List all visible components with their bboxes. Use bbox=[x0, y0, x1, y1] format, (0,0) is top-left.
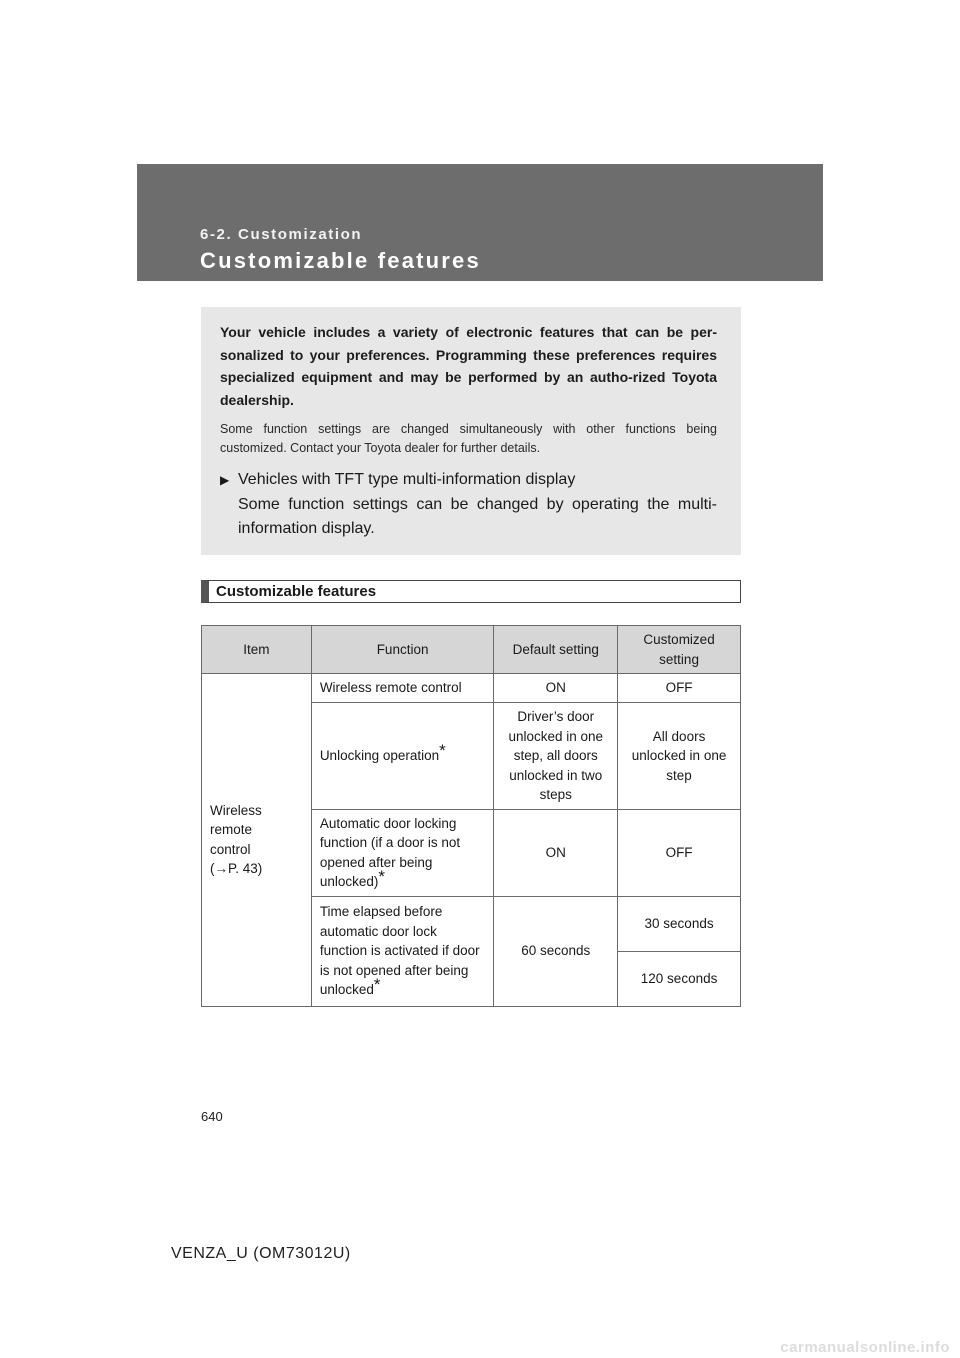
customized-cell: All doors unlocked in one step bbox=[618, 703, 741, 810]
customized-cell: 30 seconds bbox=[618, 896, 741, 951]
function-text: Automatic door locking function (if a door is not opened after being unlocked) bbox=[319, 815, 461, 889]
intro-note: Some function settings are changed simultaneously with other functions being customized. Contact your Toyota dealer for further details. bbox=[220, 422, 717, 455]
default-cell: ON bbox=[494, 809, 618, 896]
page-title: Customizable features bbox=[200, 248, 481, 273]
item-line: remote bbox=[210, 822, 253, 838]
section-label: 6-2. Customization bbox=[200, 226, 363, 243]
default-cell: Driver’s door unlocked in one step, all doors unlocked in two steps bbox=[494, 703, 618, 810]
function-text: Unlocking operation bbox=[319, 748, 440, 763]
default-cell: 60 seconds bbox=[494, 896, 618, 1006]
asterisk-mark: * bbox=[439, 741, 446, 760]
bullet-body bbox=[238, 468, 717, 541]
table-row bbox=[202, 674, 741, 703]
asterisk-mark: * bbox=[378, 867, 385, 886]
item-page-ref: (→P. 43) bbox=[210, 861, 263, 877]
customized-cell: 120 seconds bbox=[618, 951, 741, 1006]
header-item: Item bbox=[202, 626, 312, 674]
bullet-title: Vehicles with TFT type multi-information display bbox=[238, 471, 576, 488]
customized-cell: OFF bbox=[618, 809, 741, 896]
header-function: Function bbox=[311, 626, 494, 674]
customized-cell: OFF bbox=[618, 674, 741, 703]
table-header-row bbox=[202, 626, 741, 674]
page-number: 640 bbox=[201, 1109, 223, 1124]
bullet-detail: Some function settings can be changed by operating the multi-information display. bbox=[238, 496, 717, 537]
intro-box bbox=[201, 307, 741, 555]
triangle-bullet-icon: ▶ bbox=[220, 473, 230, 487]
subsection-heading: Customizable features bbox=[201, 580, 741, 603]
function-cell bbox=[311, 809, 494, 896]
document-code: VENZA_U (OM73012U) bbox=[171, 1245, 351, 1262]
intro-bold-text: Your vehicle includes a variety of electronic features that can be per-sonalized to your preferences. Programming these preferences requires specialized equipment and may be performed by an autho-rized Toyota dealership. bbox=[220, 324, 717, 408]
tft-display-bullet bbox=[220, 468, 717, 541]
asterisk-mark: * bbox=[373, 975, 381, 995]
item-line: Wireless bbox=[210, 802, 262, 818]
default-cell: ON bbox=[494, 674, 618, 703]
customizable-features-table bbox=[201, 625, 741, 1007]
watermark: carmanualsonline.info bbox=[780, 1339, 950, 1356]
item-cell bbox=[202, 674, 312, 1007]
function-cell: Wireless remote control bbox=[311, 674, 494, 703]
function-text: Time elapsed before automatic door lock function is activated if door is not opened after being unlocked bbox=[319, 904, 480, 998]
function-cell bbox=[311, 896, 494, 1006]
function-cell bbox=[311, 703, 494, 810]
header-default-setting: Default setting bbox=[494, 626, 618, 674]
item-line: control bbox=[210, 841, 251, 857]
header-customized-setting: Customized setting bbox=[618, 626, 741, 674]
chapter-header bbox=[137, 164, 823, 281]
